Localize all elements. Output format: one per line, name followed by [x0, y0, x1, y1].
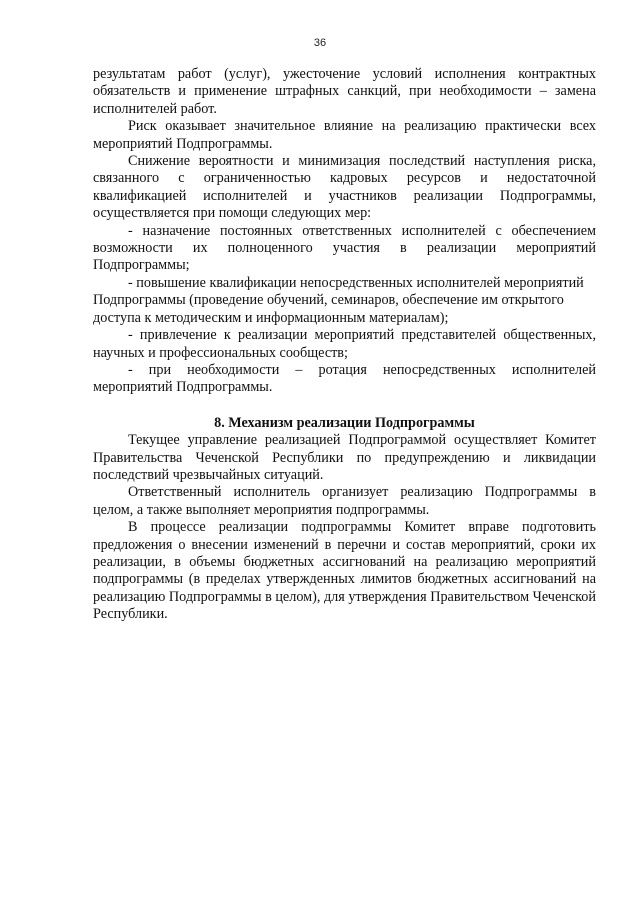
page-number: 36 [313, 37, 327, 49]
paragraph: Снижение вероятности и минимизация последствий наступления риска, связанного с ограниченностью кадровых ресурсов и недостаточной квалификацией исполнителей и участников реализации Подпрограммы, осуществляется при помощи следующих мер: [93, 153, 596, 222]
list-item: - привлечение к реализации мероприятий представителей общественных, научных и профессиональных сообществ; [93, 327, 596, 361]
paragraph: Ответственный исполнитель организует реализацию Подпрограммы в целом, а также выполняет мероприятия подпрограммы. [93, 484, 596, 518]
list-item: - назначение постоянных ответственных исполнителей с обеспечением возможности их полноценного участия в реализации мероприятий Подпрограммы; [93, 222, 596, 274]
list-item: - при необходимости – ротация непосредственных исполнителей мероприятий Подпрограммы. [93, 361, 596, 396]
paragraph: Текущее управление реализацией Подпрограммой осуществляет Комитет Правительства Чеченской Республики по предупреждению и ликвидации последствий чрезвычайных ситуаций. [93, 432, 596, 483]
paragraph: Риск оказывает значительное влияние на реализацию практически всех мероприятий Подпрограммы. [93, 118, 596, 152]
list-item: - повышение квалификации непосредственных исполнителей мероприятий Подпрограммы (проведение обучений, семинаров, обеспечение им открытого доступа к методическим и информационным материалам); [93, 274, 584, 326]
paragraph: результатам работ (услуг), ужесточение условий исполнения контрактных обязательств и применение штрафных санкций, при необходимости – замена исполнителей работ. [93, 66, 596, 117]
document-body [93, 66, 596, 624]
paragraph: В процессе реализации подпрограммы Комитет вправе подготовить предложения о внесении изменений в перечни и состав мероприятий, сроки их реализации, в объемы бюджетных ассигнований на реализацию мероприятий подпрограммы (в пределах утвержденных лимитов бюджетных ассигнований на реализацию Подпрограммы в целом), для утверждения Правительством Чеченской Республики. [93, 519, 596, 623]
section-heading: 8. Механизм реализации Подпрограммы [214, 414, 475, 431]
